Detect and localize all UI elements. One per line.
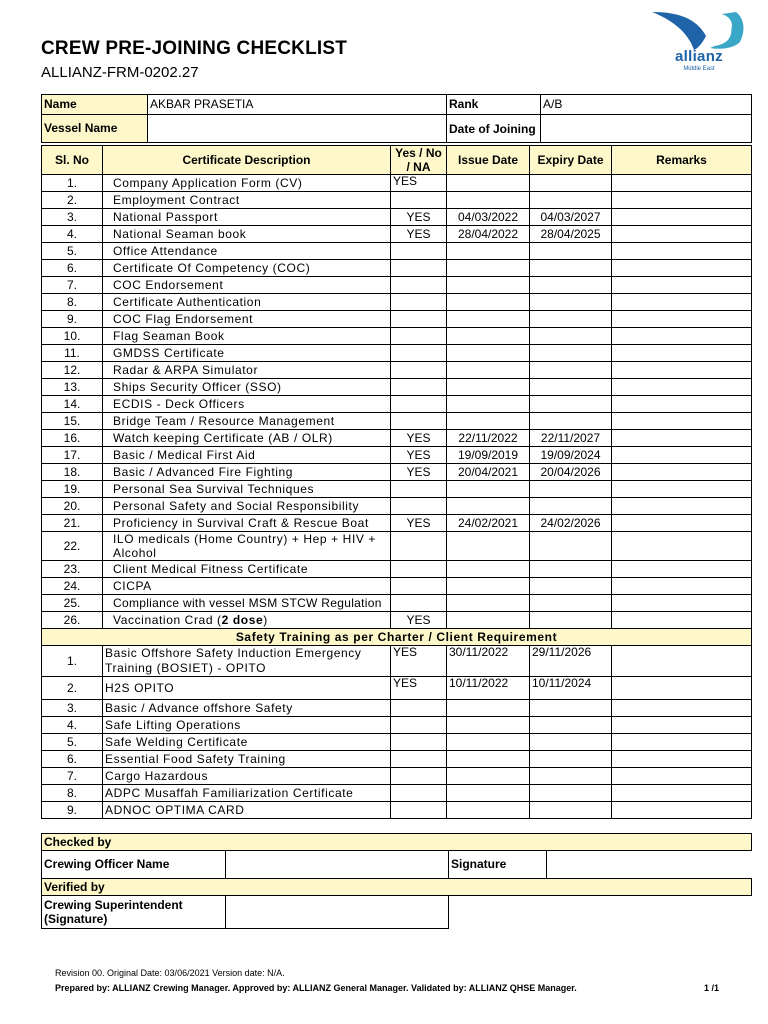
table-row — [42, 595, 752, 612]
row-description: H2S OPITO — [103, 677, 391, 700]
row-expiry-date — [530, 498, 612, 515]
table-row — [42, 785, 752, 802]
table-row — [42, 677, 752, 700]
row-yes-no: YES — [391, 430, 447, 447]
table-row — [42, 700, 752, 717]
row-yes-no: YES — [391, 515, 447, 532]
row-expiry-date: 22/11/2027 — [530, 430, 612, 447]
row-description: ADNOC OPTIMA CARD — [103, 802, 391, 819]
row-issue-date — [447, 413, 530, 430]
row-remarks — [612, 751, 752, 768]
row-description: COC Endorsement — [103, 277, 391, 294]
row-yes-no — [391, 595, 447, 612]
table-row — [42, 532, 752, 561]
row-yes-no — [391, 345, 447, 362]
row-remarks — [612, 311, 752, 328]
row-yes-no — [391, 396, 447, 413]
row-yes-no: YES — [391, 226, 447, 243]
row-no: 8. — [42, 294, 103, 311]
row-description: Safe Welding Certificate — [103, 734, 391, 751]
table-row — [42, 768, 752, 785]
row-no: 11. — [42, 345, 103, 362]
row-issue-date — [447, 532, 530, 561]
rank-label: Rank — [447, 95, 541, 115]
row-description — [103, 612, 391, 629]
row-description: Essential Food Safety Training — [103, 751, 391, 768]
row-description: Basic / Advance offshore Safety — [103, 700, 391, 717]
row-no: 3. — [42, 209, 103, 226]
row-no: 5. — [42, 243, 103, 260]
row-issue-date — [447, 717, 530, 734]
row-description: ADPC Musaffah Familiarization Certificate — [103, 785, 391, 802]
row-description: Watch keeping Certificate (AB / OLR) — [103, 430, 391, 447]
table-row — [42, 751, 752, 768]
row-description: ILO medicals (Home Country) + Hep + HIV + Alcohol — [103, 532, 391, 561]
row-remarks — [612, 277, 752, 294]
date-of-joining-label: Date of Joining — [447, 115, 541, 143]
row-remarks — [612, 328, 752, 345]
row-description: Flag Seaman Book — [103, 328, 391, 345]
document-title: CREW PRE-JOINING CHECKLIST — [41, 38, 348, 59]
row-description: GMDSS Certificate — [103, 345, 391, 362]
row-no: 18. — [42, 464, 103, 481]
row-remarks — [612, 561, 752, 578]
row-description: Basic Offshore Safety Induction Emergency Training (BOSIET) - OPITO — [103, 646, 391, 677]
row-issue-date — [447, 379, 530, 396]
row-issue-date — [447, 498, 530, 515]
row-remarks — [612, 260, 752, 277]
row-remarks — [612, 768, 752, 785]
signature-field[interactable] — [547, 851, 752, 879]
row-yes-no: YES — [391, 447, 447, 464]
row-issue-date — [447, 700, 530, 717]
row-no: 15. — [42, 413, 103, 430]
row-description: Employment Contract — [103, 192, 391, 209]
logo-wordmark: allianz — [675, 48, 723, 65]
table-row — [42, 646, 752, 677]
row-no: 2. — [42, 192, 103, 209]
row-no: 13. — [42, 379, 103, 396]
row-description: Certificate Authentication — [103, 294, 391, 311]
row-expiry-date — [530, 785, 612, 802]
table-row — [42, 396, 752, 413]
row-expiry-date — [530, 345, 612, 362]
row-expiry-date — [530, 768, 612, 785]
row-issue-date — [447, 578, 530, 595]
row-description: COC Flag Endorsement — [103, 311, 391, 328]
row-issue-date — [447, 294, 530, 311]
table-row — [42, 734, 752, 751]
row-remarks — [612, 345, 752, 362]
row-description: Ships Security Officer (SSO) — [103, 379, 391, 396]
row-issue-date — [447, 260, 530, 277]
row-no: 4. — [42, 226, 103, 243]
row-no: 5. — [42, 734, 103, 751]
row-yes-no: YES — [391, 646, 447, 677]
row-description: ECDIS - Deck Officers — [103, 396, 391, 413]
allianz-logo — [648, 8, 750, 78]
row-description: Client Medical Fitness Certificate — [103, 561, 391, 578]
safety-heading-row — [42, 629, 752, 646]
row-remarks — [612, 226, 752, 243]
row-remarks — [612, 396, 752, 413]
row-remarks — [612, 785, 752, 802]
row-description: CICPA — [103, 578, 391, 595]
row-issue-date — [447, 243, 530, 260]
row-description: Safe Lifting Operations — [103, 717, 391, 734]
row-remarks — [612, 498, 752, 515]
row-description: Personal Safety and Social Responsibility — [103, 498, 391, 515]
table-row — [42, 802, 752, 819]
row-remarks — [612, 717, 752, 734]
row-expiry-date — [530, 717, 612, 734]
row-expiry-date — [530, 612, 612, 629]
row-expiry-date — [530, 243, 612, 260]
row-remarks — [612, 430, 752, 447]
row-yes-no — [391, 785, 447, 802]
table-row — [42, 481, 752, 498]
row-description-end: ) — [263, 612, 268, 627]
row-expiry-date — [530, 294, 612, 311]
row-no: 6. — [42, 751, 103, 768]
row-description: Company Application Form (CV) — [103, 175, 391, 192]
row-issue-date — [447, 277, 530, 294]
revision-note: Revision 00. Original Date: 03/06/2021 Version date: N/A. — [55, 968, 285, 978]
row-remarks — [612, 734, 752, 751]
row-remarks — [612, 209, 752, 226]
table-row — [42, 243, 752, 260]
row-issue-date — [447, 595, 530, 612]
row-yes-no: YES — [391, 677, 447, 700]
row-issue-date: 28/04/2022 — [447, 226, 530, 243]
row-description: Certificate Of Competency (COC) — [103, 260, 391, 277]
row-yes-no — [391, 260, 447, 277]
row-expiry-date: 19/09/2024 — [530, 447, 612, 464]
row-description: Basic / Advanced Fire Fighting — [103, 464, 391, 481]
row-yes-no — [391, 243, 447, 260]
name-value: AKBAR PRASETIA — [148, 95, 447, 115]
name-label: Name — [42, 95, 148, 115]
row-expiry-date — [530, 532, 612, 561]
row-no: 16. — [42, 430, 103, 447]
row-no: 25. — [42, 595, 103, 612]
date-of-joining-value — [541, 115, 752, 143]
prepared-approved-note: Prepared by: ALLIANZ Crewing Manager. Approved by: ALLIANZ General Manager. Validated by: ALLIANZ QHSE Manager. — [55, 983, 577, 993]
row-description: Basic / Medical First Aid — [103, 447, 391, 464]
row-expiry-date: 20/04/2026 — [530, 464, 612, 481]
row-expiry-date — [530, 481, 612, 498]
row-yes-no — [391, 734, 447, 751]
row-expiry-date — [530, 311, 612, 328]
row-issue-date — [447, 328, 530, 345]
row-issue-date: 04/03/2022 — [447, 209, 530, 226]
table-row — [42, 717, 752, 734]
table-row — [42, 379, 752, 396]
row-yes-no — [391, 481, 447, 498]
row-expiry-date — [530, 277, 612, 294]
row-yes-no — [391, 700, 447, 717]
row-yes-no — [391, 192, 447, 209]
row-yes-no — [391, 311, 447, 328]
col-yes-no-na: Yes / No / NA — [391, 146, 447, 175]
row-yes-no — [391, 768, 447, 785]
row-remarks — [612, 464, 752, 481]
table-row — [42, 413, 752, 430]
row-remarks — [612, 447, 752, 464]
table-row — [42, 464, 752, 481]
checked-by-heading: Checked by — [42, 834, 752, 851]
blank-cell — [449, 896, 752, 929]
table-row — [42, 612, 752, 629]
vessel-name-value — [148, 115, 447, 143]
row-issue-date — [447, 192, 530, 209]
row-yes-no — [391, 561, 447, 578]
certificate-table — [41, 145, 752, 819]
row-no: 1. — [42, 646, 103, 677]
row-remarks — [612, 612, 752, 629]
row-remarks — [612, 515, 752, 532]
table-row — [42, 209, 752, 226]
row-issue-date — [447, 561, 530, 578]
row-no: 2. — [42, 677, 103, 700]
row-description: Office Attendance — [103, 243, 391, 260]
crewing-superintendent-field[interactable] — [226, 896, 449, 929]
col-expiry-date: Expiry Date — [530, 146, 612, 175]
row-no: 7. — [42, 768, 103, 785]
row-expiry-date — [530, 379, 612, 396]
row-remarks — [612, 413, 752, 430]
row-expiry-date — [530, 700, 612, 717]
row-remarks — [612, 532, 752, 561]
row-yes-no — [391, 532, 447, 561]
row-expiry-date — [530, 396, 612, 413]
safety-training-heading: Safety Training as per Charter / Client Requirement — [42, 629, 752, 646]
row-yes-no — [391, 379, 447, 396]
table-row — [42, 430, 752, 447]
row-yes-no — [391, 294, 447, 311]
row-issue-date — [447, 785, 530, 802]
table-row — [42, 226, 752, 243]
row-yes-no — [391, 277, 447, 294]
row-remarks — [612, 175, 752, 192]
row-no: 1. — [42, 175, 103, 192]
row-no: 8. — [42, 785, 103, 802]
vessel-name-label: Vessel Name — [42, 115, 148, 143]
signature-label: Signature — [449, 851, 547, 879]
row-issue-date — [447, 345, 530, 362]
table-row — [42, 578, 752, 595]
table-row — [42, 311, 752, 328]
row-remarks — [612, 192, 752, 209]
row-expiry-date — [530, 192, 612, 209]
row-issue-date — [447, 481, 530, 498]
row-no: 21. — [42, 515, 103, 532]
row-description-bold: 2 dose — [221, 612, 264, 627]
row-remarks — [612, 646, 752, 677]
row-expiry-date — [530, 751, 612, 768]
row-no: 3. — [42, 700, 103, 717]
row-no: 4. — [42, 717, 103, 734]
row-no: 6. — [42, 260, 103, 277]
row-issue-date: 20/04/2021 — [447, 464, 530, 481]
col-issue-date: Issue Date — [447, 146, 530, 175]
row-expiry-date — [530, 561, 612, 578]
table-row — [42, 294, 752, 311]
row-yes-no: YES — [391, 612, 447, 629]
row-description: Personal Sea Survival Techniques — [103, 481, 391, 498]
row-remarks — [612, 362, 752, 379]
row-no: 9. — [42, 311, 103, 328]
verified-by-heading: Verified by — [42, 879, 752, 896]
row-issue-date — [447, 362, 530, 379]
row-description: Cargo Hazardous — [103, 768, 391, 785]
crew-info-table — [41, 94, 752, 143]
row-yes-no — [391, 717, 447, 734]
row-expiry-date — [530, 595, 612, 612]
row-yes-no — [391, 751, 447, 768]
table-header-row — [42, 146, 752, 175]
row-issue-date — [447, 802, 530, 819]
table-row — [42, 498, 752, 515]
row-remarks — [612, 700, 752, 717]
row-no: 10. — [42, 328, 103, 345]
row-issue-date — [447, 751, 530, 768]
row-remarks — [612, 578, 752, 595]
row-remarks — [612, 379, 752, 396]
row-expiry-date — [530, 734, 612, 751]
row-remarks — [612, 677, 752, 700]
crewing-officer-name-field[interactable] — [226, 851, 449, 879]
row-yes-no — [391, 328, 447, 345]
row-issue-date: 19/09/2019 — [447, 447, 530, 464]
col-sl-no: Sl. No — [42, 146, 103, 175]
row-yes-no — [391, 498, 447, 515]
row-expiry-date: 24/02/2026 — [530, 515, 612, 532]
row-remarks — [612, 294, 752, 311]
row-remarks — [612, 243, 752, 260]
row-remarks — [612, 595, 752, 612]
table-row — [42, 362, 752, 379]
form-number: ALLIANZ-FRM-0202.27 — [41, 64, 199, 81]
row-description: National Seaman book — [103, 226, 391, 243]
row-no: 12. — [42, 362, 103, 379]
row-issue-date: 10/11/2022 — [447, 677, 530, 700]
row-issue-date — [447, 311, 530, 328]
table-row — [42, 277, 752, 294]
row-issue-date: 24/02/2021 — [447, 515, 530, 532]
row-no: 24. — [42, 578, 103, 595]
row-issue-date: 22/11/2022 — [447, 430, 530, 447]
col-certificate-description: Certificate Description — [103, 146, 391, 175]
row-expiry-date — [530, 578, 612, 595]
logo-sail-icon — [648, 8, 750, 52]
row-expiry-date — [530, 413, 612, 430]
table-row — [42, 447, 752, 464]
row-no: 14. — [42, 396, 103, 413]
table-row — [42, 175, 752, 192]
col-remarks: Remarks — [612, 146, 752, 175]
row-remarks — [612, 481, 752, 498]
table-row — [42, 515, 752, 532]
table-row — [42, 561, 752, 578]
table-row — [42, 260, 752, 277]
row-no: 23. — [42, 561, 103, 578]
row-no: 26. — [42, 612, 103, 629]
page-number: 1 /1 — [704, 983, 720, 993]
table-row — [42, 328, 752, 345]
row-no: 20. — [42, 498, 103, 515]
row-expiry-date — [530, 175, 612, 192]
row-description-text: Vaccination Crad ( — [113, 612, 222, 627]
row-expiry-date — [530, 328, 612, 345]
row-yes-no — [391, 578, 447, 595]
row-expiry-date: 28/04/2025 — [530, 226, 612, 243]
row-yes-no — [391, 802, 447, 819]
row-expiry-date — [530, 802, 612, 819]
row-expiry-date — [530, 362, 612, 379]
row-issue-date — [447, 768, 530, 785]
row-yes-no — [391, 413, 447, 430]
row-issue-date — [447, 734, 530, 751]
row-description: Radar & ARPA Simulator — [103, 362, 391, 379]
row-no: 9. — [42, 802, 103, 819]
row-yes-no: YES — [391, 175, 447, 192]
row-expiry-date — [530, 260, 612, 277]
row-issue-date — [447, 612, 530, 629]
approval-table — [41, 833, 752, 929]
crewing-officer-name-label: Crewing Officer Name — [42, 851, 226, 879]
row-issue-date — [447, 396, 530, 413]
row-no: 22. — [42, 532, 103, 561]
table-row — [42, 345, 752, 362]
row-yes-no: YES — [391, 209, 447, 226]
row-issue-date: 30/11/2022 — [447, 646, 530, 677]
row-expiry-date: 04/03/2027 — [530, 209, 612, 226]
rank-value: A/B — [541, 95, 752, 115]
row-yes-no: YES — [391, 464, 447, 481]
row-no: 7. — [42, 277, 103, 294]
row-issue-date — [447, 175, 530, 192]
row-yes-no — [391, 362, 447, 379]
row-description: Proficiency in Survival Craft & Rescue Boat — [103, 515, 391, 532]
row-expiry-date: 10/11/2024 — [530, 677, 612, 700]
row-no: 19. — [42, 481, 103, 498]
row-description: National Passport — [103, 209, 391, 226]
row-expiry-date: 29/11/2026 — [530, 646, 612, 677]
crewing-superintendent-label: Crewing Superintendent (Signature) — [42, 896, 226, 929]
row-description: Bridge Team / Resource Management — [103, 413, 391, 430]
row-description: Compliance with vessel MSM STCW Regulation — [103, 595, 391, 612]
table-row — [42, 192, 752, 209]
logo-subtitle: Middle East — [683, 66, 715, 72]
row-remarks — [612, 802, 752, 819]
row-no: 17. — [42, 447, 103, 464]
